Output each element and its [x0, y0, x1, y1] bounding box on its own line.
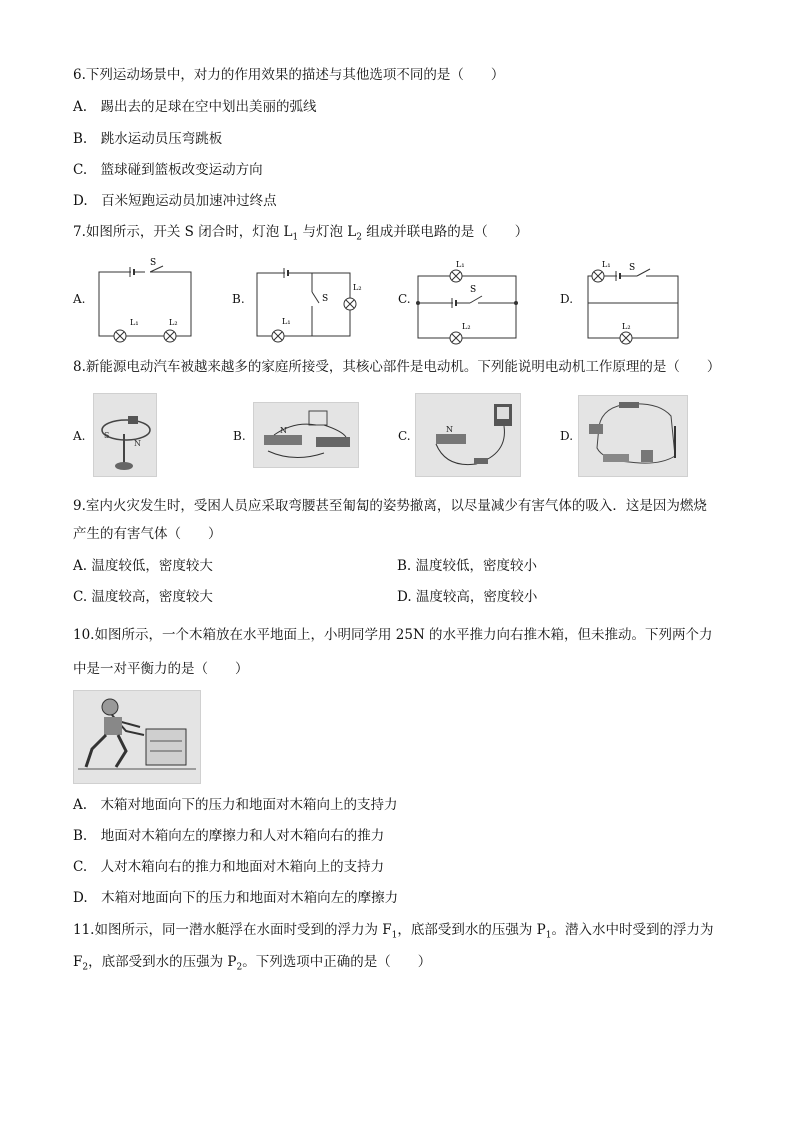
- q7-circuit-c: [412, 256, 522, 348]
- q6-option-c: C. 篮球碰到篮板改变运动方向: [73, 162, 263, 178]
- q11-stem-line2: $F_2$，底部受到水的压强为 $P_2$。下列选项中正确的是（ ）: [73, 954, 432, 973]
- q10-stem-line2: 中是一对平衡力的是（ ）: [73, 661, 249, 677]
- q7-stem: 7.如图所示，开关 S 闭合时，灯泡 $L_1$ 与灯泡 $L_2$ 组成并联电路的是（ ）: [73, 224, 529, 243]
- q9-option-c: C. 温度较高，密度较大: [73, 589, 213, 605]
- q9-option-b: B. 温度较低，密度较小: [397, 558, 538, 574]
- q7-label-d: D.: [560, 292, 574, 306]
- q8-apparatus-b-image: [253, 402, 359, 468]
- q7-label-b: B.: [232, 292, 245, 306]
- svg-text:N: N: [134, 439, 141, 448]
- q8-apparatus-c-image: [415, 393, 521, 477]
- q7-circuit-d: [582, 256, 692, 348]
- q9-option-d: D. 温度较高，密度较小: [397, 589, 538, 605]
- q6-stem: 6.下列运动场景中，对力的作用效果的描述与其他选项不同的是（ ）: [73, 67, 505, 83]
- q8-apparatus-d-image: [578, 395, 688, 477]
- q6-option-b: B. 跳水运动员压弯跳板: [73, 131, 223, 147]
- q10-option-b: B. 地面对木箱向左的摩擦力和人对木箱向右的推力: [73, 828, 385, 844]
- q8-label-c: C.: [398, 429, 411, 443]
- q9-stem-line1: 9.室内火灾发生时，受困人员应采取弯腰甚至匍匐的姿势撤离，以尽量减少有害气体的吸入．这是因为燃烧: [73, 498, 707, 514]
- q8-label-d: D.: [560, 429, 574, 443]
- svg-text:S: S: [322, 294, 329, 304]
- q9-option-a: A. 温度较低，密度较大: [73, 558, 213, 574]
- svg-text:S: S: [150, 258, 157, 268]
- svg-text:S: S: [629, 263, 636, 273]
- q7-circuit-b: [252, 258, 362, 346]
- q10-option-d: D. 木箱对地面向下的压力和地面对木箱向左的摩擦力: [73, 890, 399, 906]
- q7-label-c: C.: [398, 292, 411, 306]
- q8-label-b: B.: [233, 429, 246, 443]
- svg-text:L₂: L₂: [462, 322, 471, 331]
- svg-text:L₁: L₁: [602, 260, 611, 269]
- q10-stem-line1: 10.如图所示，一个木箱放在水平地面上，小明同学用 25N 的水平推力向右推木箱，但未推动。下列两个力: [73, 627, 713, 643]
- svg-text:N: N: [280, 426, 287, 435]
- q7-circuit-a: [95, 255, 200, 345]
- svg-text:N: N: [446, 425, 453, 434]
- q8-stem: 8.新能源电动汽车被越来越多的家庭所接受，其核心部件是电动机。下列能说明电动机工作原理的是（ ）: [73, 359, 721, 375]
- q10-option-a: A. 木箱对地面向下的压力和地面对木箱向上的支持力: [73, 797, 398, 813]
- q7-label-a: A.: [73, 292, 86, 306]
- q9-stem-line2: 产生的有害气体（ ）: [73, 526, 222, 542]
- svg-text:L₁: L₁: [130, 318, 139, 327]
- svg-text:L₂: L₂: [622, 322, 631, 331]
- svg-text:L₁: L₁: [456, 260, 465, 269]
- svg-text:L₁: L₁: [282, 317, 291, 326]
- q8-label-a: A.: [73, 429, 86, 443]
- svg-text:S: S: [470, 285, 477, 295]
- q11-stem-line1: 11.如图所示，同一潜水艇浮在水面时受到的浮力为 $F_1$，底部受到水的压强为 $P_1$。潜入水中时受到的浮力为: [73, 922, 714, 941]
- q10-boy-pushing-box-image: [73, 690, 201, 784]
- svg-text:S: S: [104, 431, 110, 440]
- svg-text:L₂: L₂: [169, 318, 178, 327]
- q6-option-d: D. 百米短跑运动员加速冲过终点: [73, 193, 277, 209]
- svg-text:L₂: L₂: [353, 283, 362, 292]
- q8-apparatus-a-image: [93, 393, 157, 477]
- q6-option-a: A. 踢出去的足球在空中划出美丽的弧线: [73, 99, 317, 115]
- q10-option-c: C. 人对木箱向右的推力和地面对木箱向上的支持力: [73, 859, 385, 875]
